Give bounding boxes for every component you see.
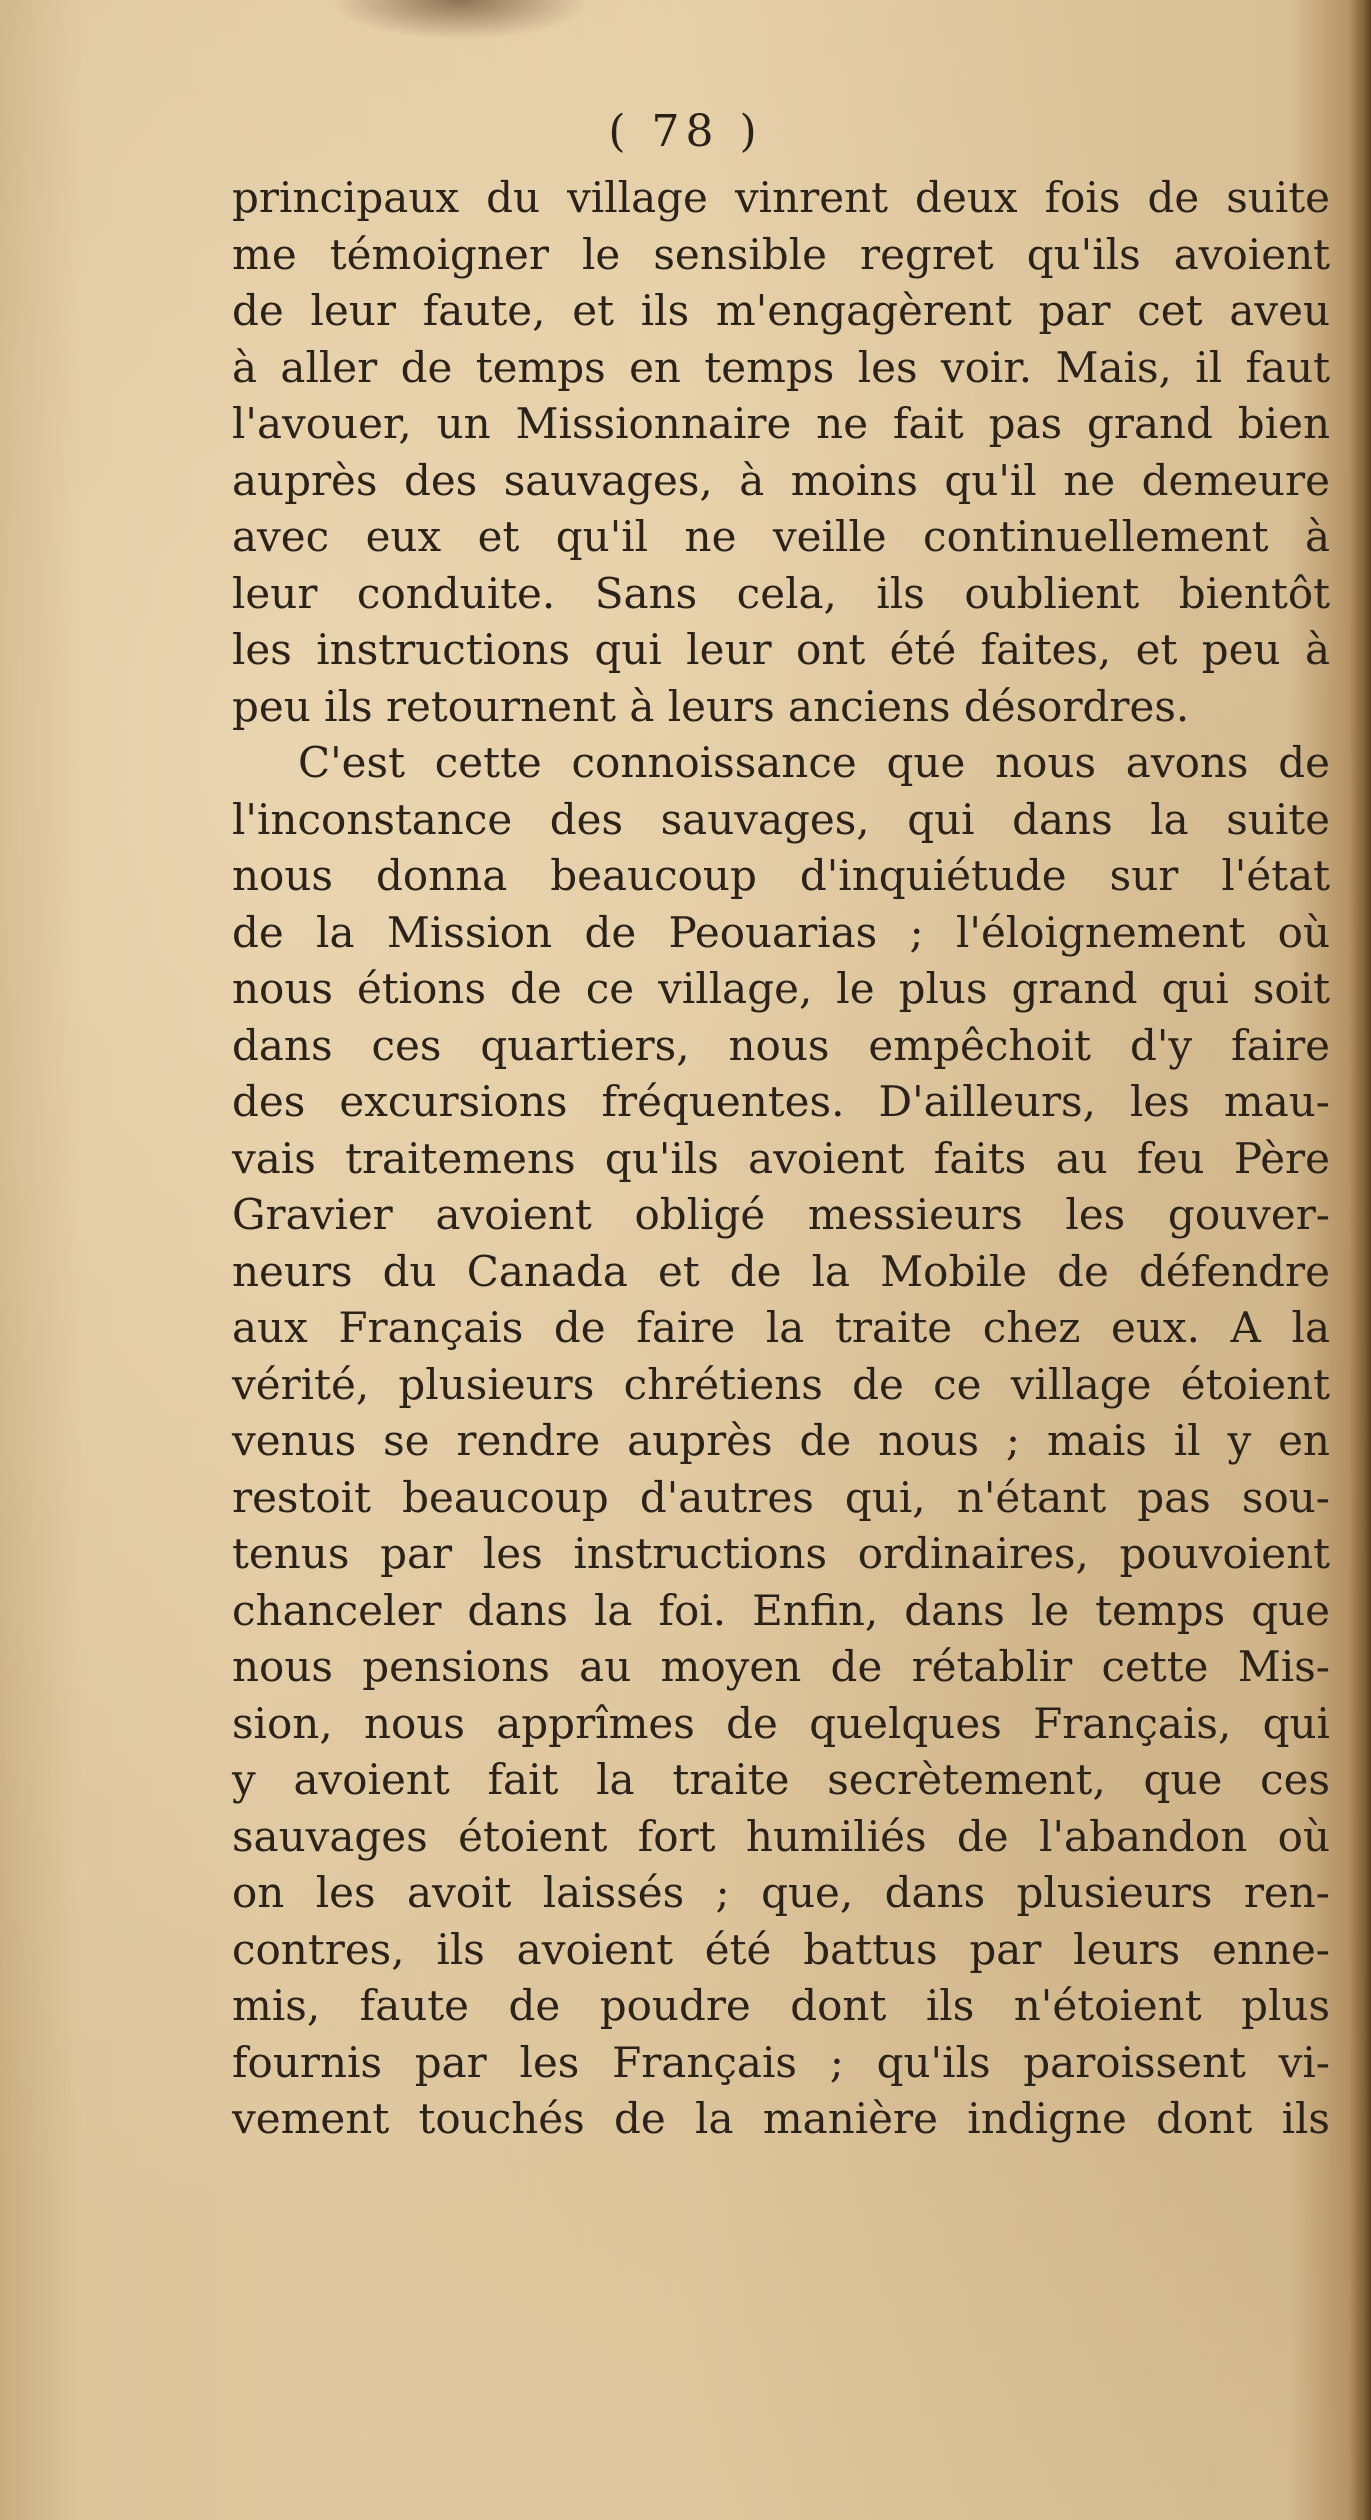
text-line: on les avoit laissés ; que, dans plusieurs ren- bbox=[232, 1868, 1330, 1917]
text-line: nous étions de ce village, le plus grand qui soit bbox=[232, 964, 1330, 1013]
text-line: mis, faute de poudre dont ils n'étoient plus bbox=[232, 1981, 1330, 2030]
text-line: tenus par les instructions ordinaires, pouvoient bbox=[232, 1529, 1330, 1578]
paragraph-first-line: C'est cette connoissance que nous avons de bbox=[298, 738, 1330, 787]
text-line: venus se rendre auprès de nous ; mais il y en bbox=[232, 1416, 1330, 1465]
body-text bbox=[232, 170, 1330, 2148]
text-line: des excursions fréquentes. D'ailleurs, les mau- bbox=[232, 1077, 1330, 1126]
text-line: fournis par les Français ; qu'ils paroissent vi- bbox=[232, 2037, 1330, 2087]
text-line: de leur faute, et ils m'engagèrent par cet aveu bbox=[232, 286, 1330, 335]
text-line: avec eux et qu'il ne veille continuellement à bbox=[232, 512, 1330, 561]
page-edge-shadow bbox=[1349, 0, 1371, 2520]
text-line: peu ils retournent à leurs anciens désordres. bbox=[232, 681, 1190, 731]
page-stain bbox=[330, 0, 590, 40]
text-line: me témoigner le sensible regret qu'ils avoient bbox=[232, 229, 1330, 279]
text-line: aux Français de faire la traite chez eux. A la bbox=[232, 1303, 1330, 1352]
text-line: neurs du Canada et de la Mobile de défendre bbox=[232, 1246, 1330, 1296]
text-line: dans ces quartiers, nous empêchoit d'y faire bbox=[232, 1020, 1330, 1070]
text-line: vérité, plusieurs chrétiens de ce village étoient bbox=[232, 1359, 1330, 1409]
text-line: sauvages étoient fort humiliés de l'abandon où bbox=[232, 1811, 1330, 1861]
text-line: Gravier avoient obligé messieurs les gouver- bbox=[232, 1190, 1330, 1239]
page-number: ( 78 ) bbox=[608, 106, 763, 157]
text-line: vais traitemens qu'ils avoient faits au feu Père bbox=[232, 1133, 1330, 1183]
text-line: chanceler dans la foi. Enfin, dans le temps que bbox=[232, 1585, 1330, 1635]
text-line: à aller de temps en temps les voir. Mais, il faut bbox=[232, 342, 1330, 392]
text-line: leur conduite. Sans cela, ils oublient bientôt bbox=[232, 568, 1330, 618]
text-line: nous donna beaucoup d'inquiétude sur l'état bbox=[232, 851, 1330, 900]
text-line: restoit beaucoup d'autres qui, n'étant pas sou- bbox=[232, 1472, 1330, 1522]
text-line: de la Mission de Peouarias ; l'éloignement où bbox=[232, 907, 1330, 957]
text-line: contres, ils avoient été battus par leurs enne- bbox=[232, 1924, 1330, 1974]
text-line: l'avouer, un Missionnaire ne fait pas grand bien bbox=[232, 399, 1330, 448]
text-line: l'inconstance des sauvages, qui dans la suite bbox=[232, 794, 1330, 844]
text-line: sion, nous apprîmes de quelques Français, qui bbox=[232, 1698, 1330, 1748]
text-line: y avoient fait la traite secrètement, que ces bbox=[232, 1755, 1330, 1804]
text-line: nous pensions au moyen de rétablir cette Mis- bbox=[232, 1642, 1330, 1691]
text-line: les instructions qui leur ont été faites, et peu à bbox=[232, 625, 1330, 674]
text-line: principaux du village vinrent deux fois de suite bbox=[232, 173, 1330, 222]
text-line: vement touchés de la manière indigne dont ils bbox=[232, 2094, 1330, 2143]
text-line: auprès des sauvages, à moins qu'il ne demeure bbox=[232, 455, 1330, 505]
